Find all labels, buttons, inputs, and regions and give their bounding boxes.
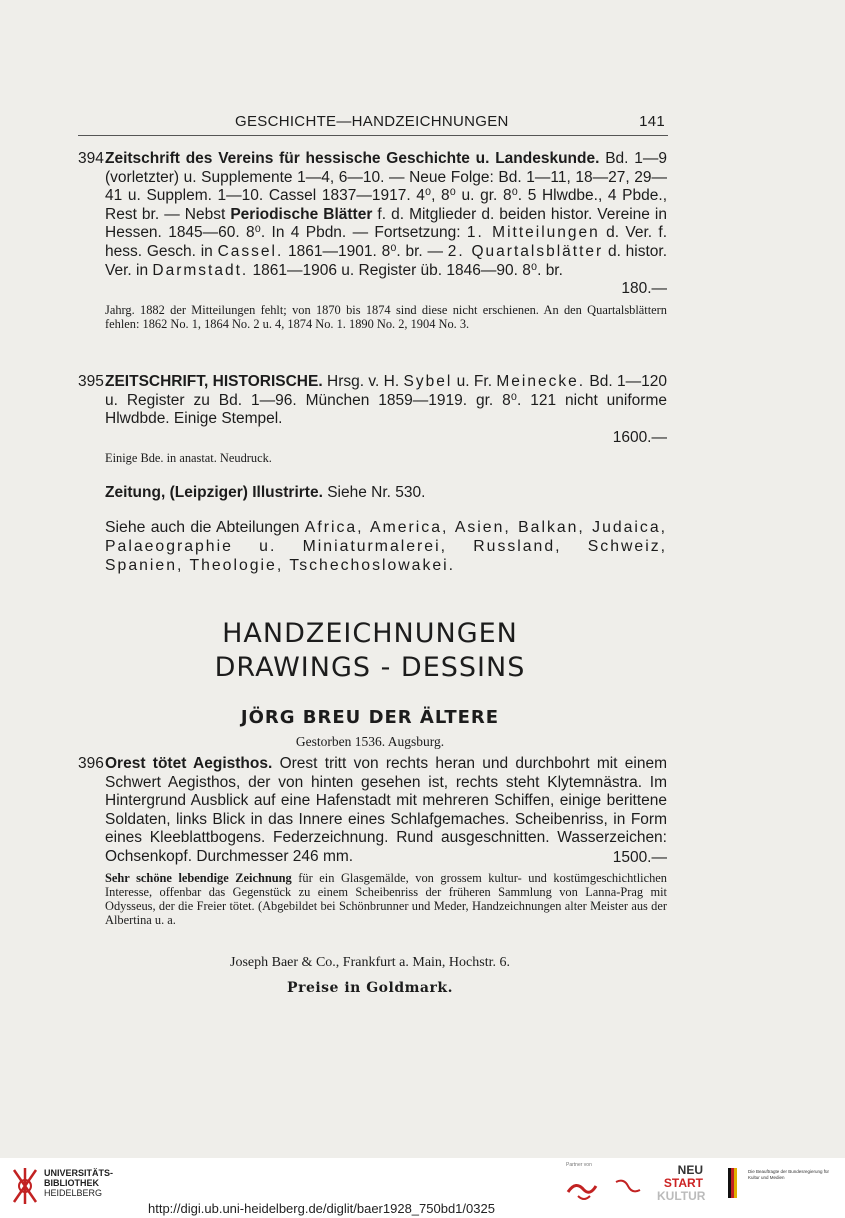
entry-note-text: für ein Glasgemälde, von grossem kultur- und kostümgeschichtlichen Interesse, offenbar das Gegenstück zu einem Scheibenriss der früheren Sammlung von Lanna-Prag mit Odysseus, der die Freier tötet. (Abgebildet bei Schönbrunner und Meder, Handzeichnungen alter Meister aus der Albertina u. a. xyxy=(105,871,667,928)
entry-number: 394 xyxy=(78,150,104,167)
publisher-line: Joseph Baer & Co., Frankfurt a. Main, Hochstr. 6. xyxy=(230,955,510,970)
library-name xyxy=(44,1168,113,1198)
neustart-kultur-logo xyxy=(657,1163,706,1203)
entry-price: 1500.— xyxy=(612,848,667,866)
university-library-logo-icon xyxy=(10,1166,40,1211)
bkm-text: Die Beauftragte der Bundesregierung für Kultur und Medien xyxy=(748,1169,830,1180)
entry-text: Bd. 1—120 u. Register zu Bd. 1—96. München 1859—1919. gr. 8⁰. 121 nicht uniforme Hlwdbde. Einige Stempel. xyxy=(105,373,667,428)
viewer-footer-bar xyxy=(0,1158,845,1218)
artist-dates: Gestorben 1536. Augsburg. xyxy=(295,734,445,749)
neustart-line-1: NEU xyxy=(677,1163,703,1177)
entry-spaced-text: 2. Quartalsblätter xyxy=(447,242,604,260)
entry-note: Jahrg. 1882 der Mitteilungen fehlt; von 1870 bis 1874 sind diese nicht erschienen. An den Quartalsblättern fehlen: 1862 No. 1, 1864 No. 2 u. 4, 1874 No. 1. 1890 No. 2, 1904 No. 3. xyxy=(105,302,667,331)
page-number: 141 xyxy=(639,113,665,130)
section-heading-line-1: HANDZEICHNUNGEN xyxy=(222,618,518,649)
catalog-entry-395 xyxy=(78,373,667,466)
entry-text: f. d. Mitglieder d. beiden histor. Vereine in Hessen. 1845—60. 8⁰. In 4 Pbdn. — Fortsetzung: xyxy=(105,205,667,242)
see-also-paragraph xyxy=(105,518,667,575)
see-also-topics: Africa, America, Asien, Balkan, Judaica, Palaeographie u. Miniaturmalerei, Russland, Schweiz, Spanien, Theologie, Tschechoslowakei. xyxy=(105,519,668,574)
entry-spaced-text: Meinecke. xyxy=(496,373,586,390)
entry-text: 1861—1906 u. Register üb. 1846—90. 8⁰. br. xyxy=(252,261,563,279)
entry-subtitle: Periodische Blätter xyxy=(230,205,373,223)
entry-text: d. Ver. f. hess. Gesch. in xyxy=(105,224,668,260)
entry-title: ZEITSCHRIFT, HISTORISCHE. xyxy=(105,373,323,390)
entry-text: Hrsg. v. H. xyxy=(327,373,400,390)
entry-text: u. Fr. xyxy=(456,373,493,390)
entry-note xyxy=(105,871,667,927)
dfg-partner-logo-icon xyxy=(566,1174,646,1209)
library-name-line-3: HEIDELBERG xyxy=(44,1188,103,1198)
entry-text: Siehe Nr. 530. xyxy=(327,484,426,501)
neustart-line-3: KULTUR xyxy=(657,1189,706,1203)
entry-title: Zeitung, (Leipziger) Illustrirte. xyxy=(105,484,323,501)
entry-number: 396 xyxy=(78,755,104,772)
entry-title: Zeitschrift des Vereins für hessische Geschichte u. Landeskunde. xyxy=(105,150,600,167)
federal-eagle-icon xyxy=(726,1166,744,1205)
entry-note-highlight: Sehr schöne lebendige Zeichnung xyxy=(105,871,292,886)
catalog-entry-394 xyxy=(78,150,668,331)
artist-name: JÖRG BREU DER ÄLTERE xyxy=(240,707,500,728)
entry-text: d. histor. Ver. in xyxy=(105,242,668,279)
entry-price: 180.— xyxy=(621,280,667,298)
entry-spaced-text: Sybel xyxy=(403,373,453,390)
entry-spaced-text: 1. Mitteilungen xyxy=(466,224,600,242)
permalink[interactable]: http://digi.ub.uni-heidelberg.de/diglit/baer1928_750bd1/0325 xyxy=(148,1201,495,1216)
cross-reference-entry xyxy=(105,484,667,503)
entry-number: 395 xyxy=(78,373,104,390)
entry-note: Einige Bde. in anastat. Neudruck. xyxy=(105,451,272,466)
entry-text: Orest tritt von rechts heran und durchbohrt mit einem Schwert Aegisthos, der von hinten gesehen ist, rechts steht Klytemnästra. Im Hintergrund Ausblick auf eine Hafenstadt mit mehreren Schiffen, einige berittene Soldaten, links Blick in das Innere eines Schlafgemaches. Scheibenriss, in Form eines Kleeblattbogens. Federzeichnung. Rund ausgeschnitten. Wasserzeichen: Ochsenkopf. Durchmesser 246 mm. xyxy=(105,755,667,865)
section-heading-line-2: DRAWINGS - DESSINS xyxy=(214,652,526,683)
currency-note: Preise in Goldmark. xyxy=(287,980,453,996)
library-name-line-1: UNIVERSITÄTS- xyxy=(44,1168,114,1178)
catalog-entry-396 xyxy=(78,755,667,928)
entry-text: Bd. 1—9 (vorletzter) u. Supplemente 1—4, 6—10. — Neue Folge: Bd. 1—11, 18—27, 29—41 u. Supplem. 1—10. Cassel 1837—1917. 4⁰, 8⁰ u. gr. 8⁰. 5 Hlwdbe., 4 Pbde., Rest br. — Nebst xyxy=(105,150,667,223)
entry-text: 1861—1901. 8⁰. br. — xyxy=(288,242,444,260)
entry-title: Orest tötet Aegisthos. xyxy=(105,755,273,772)
see-also-lead: Siehe auch die Abteilungen xyxy=(105,519,300,536)
neustart-line-2: START xyxy=(663,1176,703,1190)
entry-price: 1600.— xyxy=(612,428,667,446)
library-name-line-2: BIBLIOTHEK xyxy=(44,1178,99,1188)
running-head-title: GESCHICHTE—HANDZEICHNUNGEN xyxy=(235,113,509,130)
header-rule xyxy=(78,135,668,136)
entry-spaced-text: Darmstadt. xyxy=(152,261,249,279)
partner-label: Partner von xyxy=(566,1162,592,1168)
entry-spaced-text: Cassel. xyxy=(217,242,284,260)
